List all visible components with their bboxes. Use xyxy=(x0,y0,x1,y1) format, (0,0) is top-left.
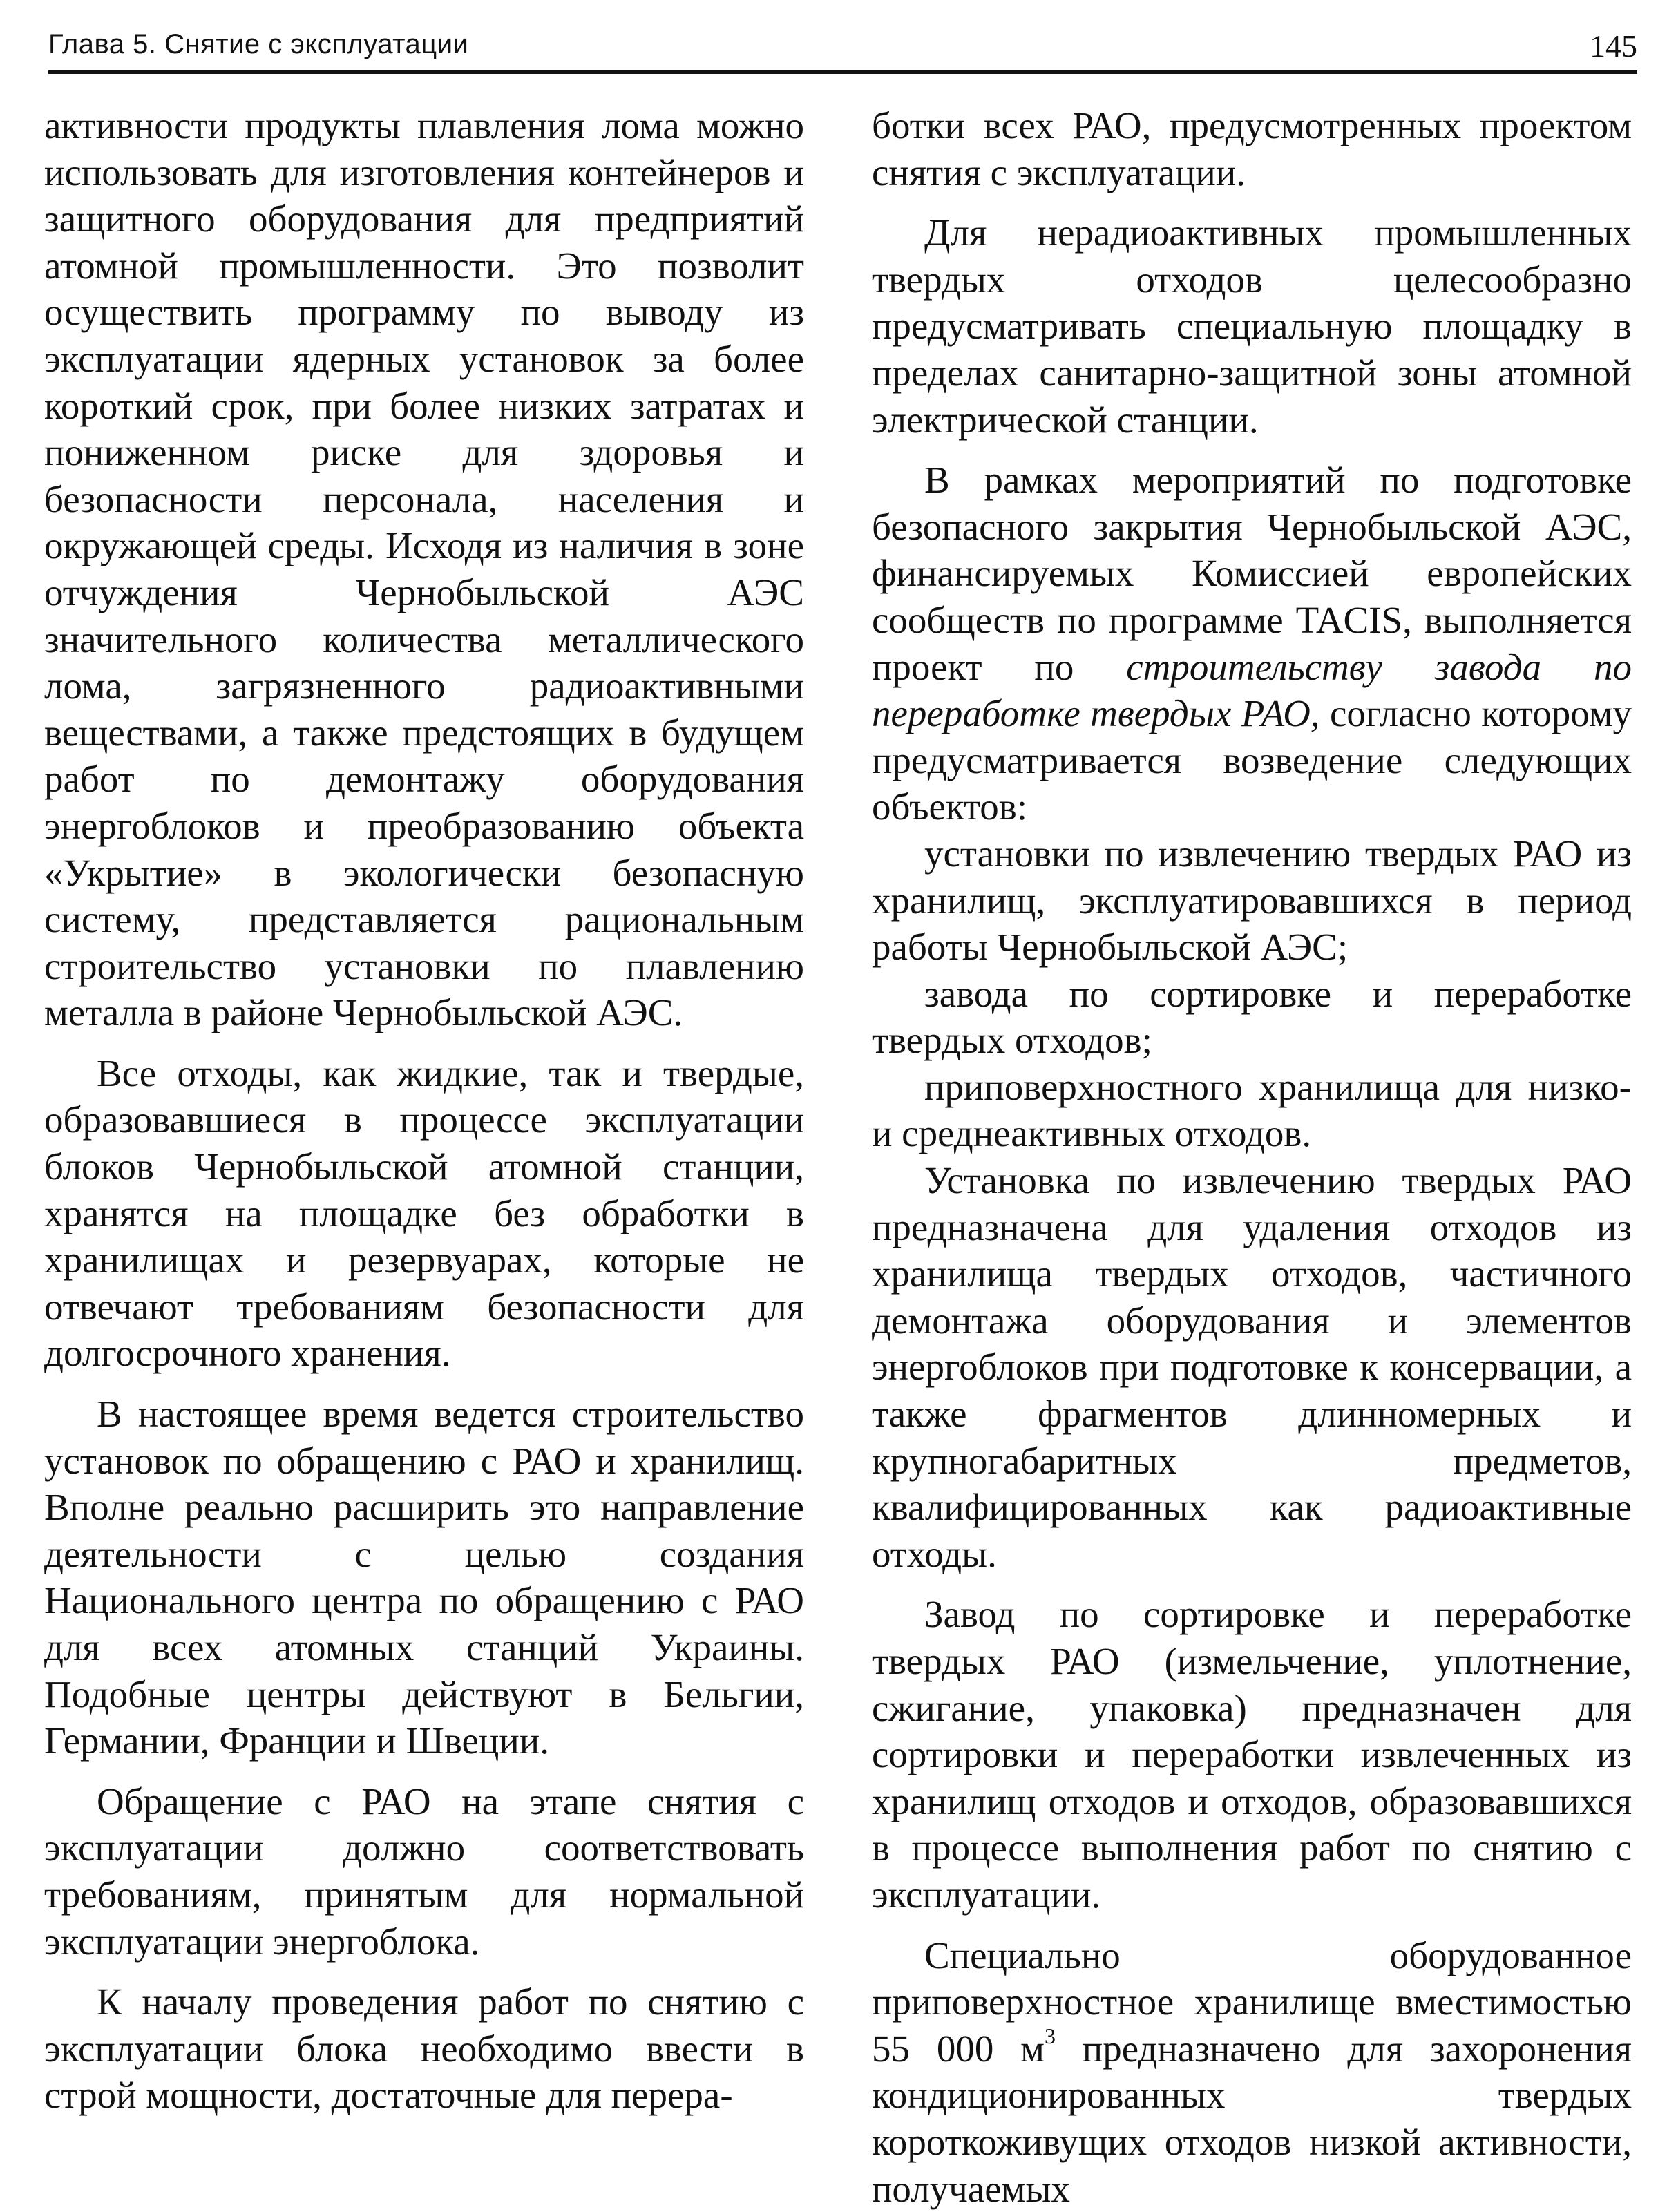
paragraph: Все отходы, как жидкие, так и твердые, образовавшиеся в процессе эксплуатации блоков Чернобыльской атомной станции, хранятся на площадке без обработки в хранилищах и резервуарах, которые не отвечают требованиям безопасности для долгосрочного хранения. xyxy=(44,1051,804,1375)
list-item: приповерхностного хранилища для низко- и среднеактивных отходов. xyxy=(872,1065,1632,1155)
chapter-title: Глава 5. Снятие с эксплуатации xyxy=(48,29,469,59)
running-header xyxy=(48,28,1637,73)
list-item: установки по извлечению твердых РАО из хранилищ, эксплуатировавшихся в период работы Чернобыльской АЭС; xyxy=(872,832,1632,969)
page-number: 145 xyxy=(1590,28,1637,64)
paragraph: Для нерадиоактивных промышленных твердых отходов целесообразно предусматривать специальную площадку в пределах санитарно-защитной зоны атомной электрической станции. xyxy=(872,211,1632,441)
italic-emphasis: строительству завода по переработке твердых РАО, xyxy=(872,645,1632,735)
paragraph-text: В рамках мероприятий по подготовке безопасного закрытия Чернобыльской АЭС, финансируемых Комиссией европейских сообществ по программе TACIS, выполняется проект по xyxy=(872,459,1632,688)
paragraph: Обращение с РАО на этапе снятия с эксплуатации должно соответствовать требованиям, принятым для нормальной эксплуатации энергоблока. xyxy=(44,1780,804,1963)
paragraph-text: предназначено для захоронения кондиционированных твердых короткоживущих отходов низкой активности, получаемых xyxy=(872,2027,1632,2210)
paragraph xyxy=(872,457,1632,830)
right-column xyxy=(872,102,1632,2212)
list-item: завода по сортировке и переработке твердых отходов; xyxy=(872,972,1632,1062)
header-rule xyxy=(48,70,1637,74)
paragraph: Установка по извлечению твердых РАО предназначена для удаления отходов из хранилища твердых отходов, частичного демонтажа оборудования и элементов энергоблоков при подготовке к консервации, а также фрагментов длинномерных и крупногабаритных предметов, квалифицированных как радиоактивные отходы. xyxy=(872,1159,1632,1575)
paragraph: В настоящее время ведется строительство установок по обращению с РАО и хранилищ. Вполне реально расширить это направление деятельности с целью создания Национального центра по обращению с РАО для всех атомных станций Украины. Подобные центры действуют в Бельгии, Германии, Франции и Швеции. xyxy=(44,1393,804,1762)
paragraph-text: согласно которому предусматривается возведение следующих объектов: xyxy=(872,692,1632,828)
paragraph: ботки всех РАО, предусмотренных проектом снятия с эксплуатации. xyxy=(872,104,1632,193)
paragraph: Завод по сортировке и переработке твердых РАО (измельчение, уплотнение, сжигание, упаковка) предназначен для сортировки и переработки извлеченных из хранилищ отходов и отходов, образовавшихся в процессе выполнения работ по снятию с эксплуатации. xyxy=(872,1593,1632,1916)
paragraph: К началу проведения работ по снятию с эксплуатации блока необходимо ввести в строй мощности, достаточные для перера- xyxy=(44,1981,804,2117)
superscript: 3 xyxy=(1044,2023,1056,2048)
paragraph xyxy=(872,1932,1632,2212)
paragraph: активности продукты плавления лома можно использовать для изготовления контейнеров и защитного оборудования для предприятий атомной промышленности. Это позволит осуществить программу по выводу из эксплуатации ядерных установок за более короткий срок, при более низких затратах и пониженном риске для здоровья и безопасности персонала, населения и окружающей среды. Исходя из наличия в зоне отчуждения Чернобыльской АЭС значительного количества металлического лома, загрязненного радиоактивными веществами, а также предстоящих в будущем работ по демонтажу оборудования энергоблоков и преобразованию объекта «Укрытие» в экологически безопасную систему, представляется рациональным строительство установки по плавлению металла в районе Чернобыльской АЭС. xyxy=(44,104,804,1034)
left-column xyxy=(44,102,804,2119)
paragraph-text: Специально оборудованное приповерхностное хранилище вместимостью 55 000 м xyxy=(872,1934,1632,2070)
